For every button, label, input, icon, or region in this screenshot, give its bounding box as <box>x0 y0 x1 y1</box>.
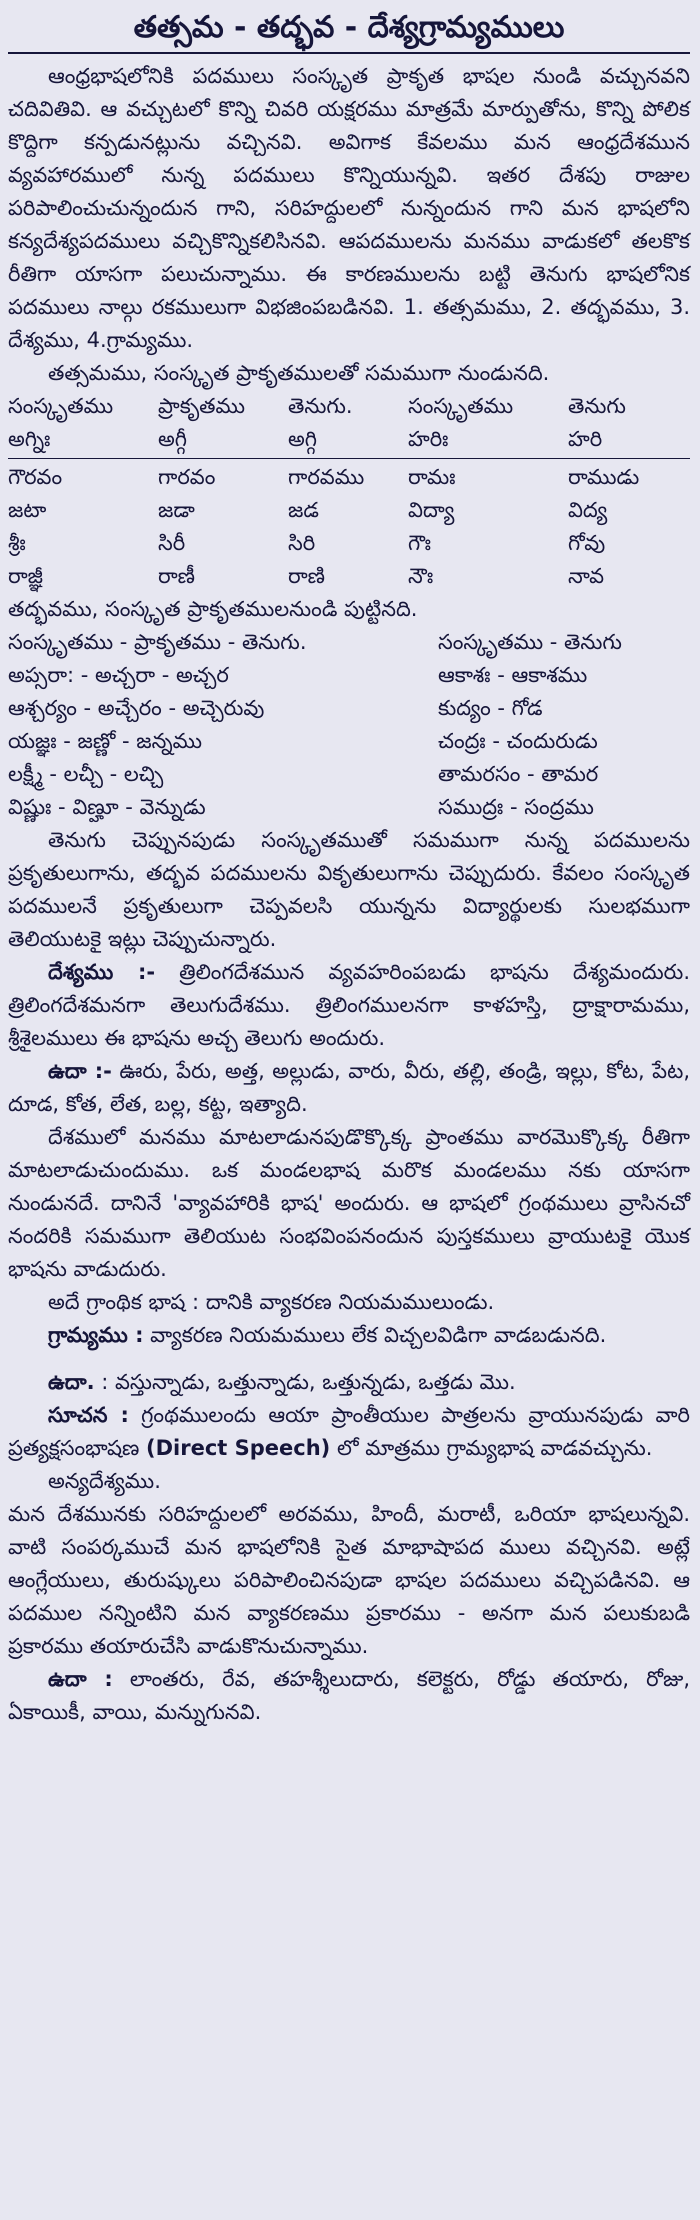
tatsama-cell: రాజ్ఞీ <box>8 564 44 588</box>
desyamu-example-label: ఉదా :- <box>48 1059 112 1083</box>
tadbhava-cell: సముద్రః - సంద్రము <box>438 795 594 819</box>
tatsama-header-cell: తెనుగు <box>568 394 626 418</box>
grandhika-line: అదే గ్రాంథిక భాష : దానికి వ్యాకరణ నియమములుండు. <box>48 1290 495 1314</box>
tatsama-cell: రాణి <box>288 564 326 588</box>
tatsama-row <box>8 423 690 456</box>
anyadesyamu-example-label: ఉదా : <box>48 1667 113 1691</box>
tadbhava-row <box>8 725 690 758</box>
tatsama-cell: రాణీ <box>158 564 196 588</box>
tatsama-row <box>8 560 690 593</box>
tatsama-cell: రామః <box>408 465 456 489</box>
tadbhava-header-cell: సంస్కృతము - తెనుగు <box>438 630 622 654</box>
tatsama-cell: గోవు <box>568 531 606 555</box>
tatsama-cell: గౌః <box>408 531 432 555</box>
tatsama-cell: జటా <box>8 498 47 522</box>
page-title: తత్సమ - తద్భవ - దేశ్యగ్రామ్యములు <box>8 6 690 54</box>
anyadesyamu-examples <box>8 1663 690 1729</box>
suchana-note <box>8 1399 690 1465</box>
gramyamu-text: వ్యాకరణ నియమములు లేక విచ్చలవిడిగా వాడబడునది. <box>143 1323 607 1347</box>
tatsama-cell: సిరీ <box>158 531 186 555</box>
tatsama-cell: గౌరవం <box>8 465 63 489</box>
suchana-label: సూచన : <box>48 1403 129 1427</box>
tatsama-cell: రాముడు <box>568 465 640 489</box>
divider <box>8 458 690 459</box>
tatsama-cell: గారవం <box>158 465 216 489</box>
tatsama-cell: జడ <box>288 498 319 522</box>
tatsama-header-cell: తెనుగు. <box>288 394 353 418</box>
intro-paragraph: ఆంధ్రభాషలోనికి పదములు సంస్కృత ప్రాకృత భాషల నుండి వచ్చునవని చదివితివి. ఆ వచ్చుటలో కొన్ని చివరి యక్షరము మాత్రమే మార్పుతోను, కొన్ని పోలిక కొద్దిగా కన్పడునట్లును వచ్చినవి. అవిగాక కేవలము మన ఆంధ్రదేశమున వ్యవహారములో నున్న పదములు కొన్నియున్నవి. ఇతర దేశపు రాజుల పరిపాలించుచున్నందున గాని, సరిహద్దులలో నున్నందున గాని మన భాషలోని కన్యదేశ్యపదములు వచ్చికొన్నికలిసినవి. ఆపదములను మనము వాడుకలో తలకొక రీతిగా యాసగా పలుచున్నాము. ఈ కారణములను బట్టి తెనుగు భాషలోనిక పదములు నాల్గు రకములుగా విభజింపబడినవి. 1. తత్సమము, 2. తద్భవము, 3. దేశ్యము, 4.గ్రామ్యము. <box>8 64 690 352</box>
tatsama-cell: సిరి <box>288 531 316 555</box>
desyamu-examples <box>8 1055 690 1121</box>
tadbhava-definition: తద్భవము, సంస్కృత ప్రాకృతములనుండి పుట్టినది. <box>8 597 418 621</box>
desyamu-text: త్రిలింగదేశమున వ్యవహరింపబడు భాషను దేశ్యమందురు. త్రిలింగదేశమనగా తెలుగుదేశము. త్రిలింగములనగా కాళహస్తి, ద్రాక్షారామము, శ్రీశైలములు ఈ భాషను అచ్చ తెలుగు అందురు. <box>8 960 690 1050</box>
spacer <box>8 1352 690 1366</box>
tatsama-cell: విద్యా <box>408 498 455 522</box>
suchana-text: గ్రంథములందు ఆయా ప్రాంతీయుల పాత్రలను వ్రాయునపుడు వారి ప్రత్యక్షసంభాషణ <box>8 1403 690 1460</box>
tatsama-header-cell: సంస్కృతము <box>408 394 514 418</box>
tadbhava-cell: లక్ష్మీ - లచ్చీ - లచ్చి <box>8 762 164 786</box>
tatsama-cell: విద్య <box>568 498 608 522</box>
desyamu-example-text: ఊరు, పేరు, అత్త, అల్లుడు, వారు, వీరు, తల్లి, తండ్రి, ఇల్లు, కోట, పేట, దూడ, కోత, లేత, బల్ల, కట్ట, ఇత్యాది. <box>8 1059 691 1116</box>
tadbhava-cell: తామరసం - తామర <box>438 762 599 786</box>
tadbhava-cell: విష్ణుః - విణ్హూ - వెన్నుడు <box>8 795 206 819</box>
tatsama-cell: అగ్నిః <box>8 427 51 451</box>
gramyamu-label: గ్రామ్యము : <box>48 1323 144 1347</box>
tatsama-cell: నావ <box>568 564 605 588</box>
gramyamu-example-text: : వస్తున్నాడు, ఒత్తున్నాడు, ఒత్తున్నడు, ఒత్తడు మొ. <box>94 1370 516 1394</box>
tatsama-header-cell: ప్రాకృతము <box>158 394 245 418</box>
gramyamu-line <box>8 1319 690 1352</box>
anyadesyamu-example-text: లాంతరు, రేవ, తహశ్శీలుదారు, కలెక్టరు, రోడ్డు తయారు, రోజు, ఏకాయికీ, వాయి, మన్నుగునవి. <box>8 1667 690 1724</box>
desyamu-label: దేశ్యము :- <box>48 960 156 984</box>
tatsama-cell: అగ్గి <box>288 427 318 451</box>
desyamu-paragraph <box>8 956 690 1055</box>
tadbhava-row <box>8 758 690 791</box>
tadbhava-row <box>8 692 690 725</box>
suchana-text-end: లో మాత్రము గ్రామ్యభాష వాడవచ్చును. <box>330 1436 653 1460</box>
tatsama-cell: నౌః <box>408 564 434 588</box>
tadbhava-cell: కుద్యం - గోడ <box>438 696 543 720</box>
tatsama-cell: హరి <box>568 427 603 451</box>
direct-speech-term: (Direct Speech) <box>146 1436 331 1460</box>
regional-paragraph: దేశములో మనము మాటలాడునపుడొక్కొక్క ప్రాంతము వారమొక్కొక్క రీతిగా మాటలాడుచుందుము. ఒక మండలభాష మరొక మండలము నకు యాసగా నుండునదే. దానినే 'వ్యావహారికి భాష' అందురు. ఆ భాషలో గ్రంథములు వ్రాసినచో నందరికి సమముగా తెలియుట సంభవింపనందున పుస్తకములు వ్రాయుటకై యొక భాషను వాడుదురు. <box>8 1125 690 1281</box>
tadbhava-header <box>8 626 690 659</box>
tatsama-cell: హరిః <box>408 427 449 451</box>
tatsama-cell: గారవము <box>288 465 365 489</box>
tadbhava-header-cell: సంస్కృతము - ప్రాకృతము - తెనుగు. <box>8 630 307 654</box>
tatsama-cell: జడా <box>158 498 195 522</box>
gramyamu-examples <box>8 1366 690 1399</box>
tadbhava-cell: ఆశ్చర్యం - అచ్చేరం - అచ్చెరువు <box>8 696 265 720</box>
tatsama-cell: అగ్గీ <box>158 427 188 451</box>
tatsama-definition: తత్సమము, సంస్కృత ప్రాకృతములతో సమముగా నుండునది. <box>48 361 550 385</box>
anyadesyamu-paragraph: మన దేశమునకు సరిహద్దులలో అరవము, హిందీ, మరాటీ, ఒరియా భాషలున్నవి. వాటి సంపర్కముచే మన భాషలోనికి సైత మాభాషాపద ములు వచ్చినవి. అట్లే ఆంగ్లేయులు, తురుష్కులు పరిపాలించినపుడా భాషల పదములు వచ్చిపడినవి. ఆ పదముల నన్నింటిని మన వ్యాకరణము ప్రకారము - అనగా మన పలుకుబడి ప్రకారము తయారుచేసి వాడుకొనుచున్నాము. <box>8 1502 690 1658</box>
tadbhava-row <box>8 659 690 692</box>
tatsama-row <box>8 461 690 494</box>
tadbhava-cell: అప్సరా: - అచ్చరా - అచ్చర <box>8 663 229 687</box>
tadbhava-row <box>8 791 690 824</box>
prakriti-note: తెనుగు చెప్పునపుడు సంస్కృతముతో సమముగా నున్న పదములను ప్రకృతులుగాను, తద్భవ పదములను వికృతులుగాను చెప్పుదురు. కేవలం సంస్కృత పదములనే ప్రకృతులుగా చెప్పవలసి యున్నను విద్యార్థులకు సులభముగా తెలియుటకై ఇట్లు చెప్పుచున్నారు. <box>8 828 690 951</box>
gramyamu-example-label: ఉదా. <box>48 1370 95 1394</box>
anyadesyamu-heading: అన్యదేశ్యము. <box>48 1469 161 1493</box>
tadbhava-cell: యజ్ఞః - జణ్ణో - జన్నము <box>8 729 203 753</box>
tadbhava-cell: ఆకాశః - ఆకాశము <box>438 663 588 687</box>
tatsama-row <box>8 494 690 527</box>
tatsama-header-cell: సంస్కృతము <box>8 394 114 418</box>
tatsama-cell: శ్రీః <box>8 531 26 555</box>
tadbhava-cell: చంద్రః - చందురుడు <box>438 729 598 753</box>
tatsama-header <box>8 390 690 423</box>
tatsama-row <box>8 527 690 560</box>
